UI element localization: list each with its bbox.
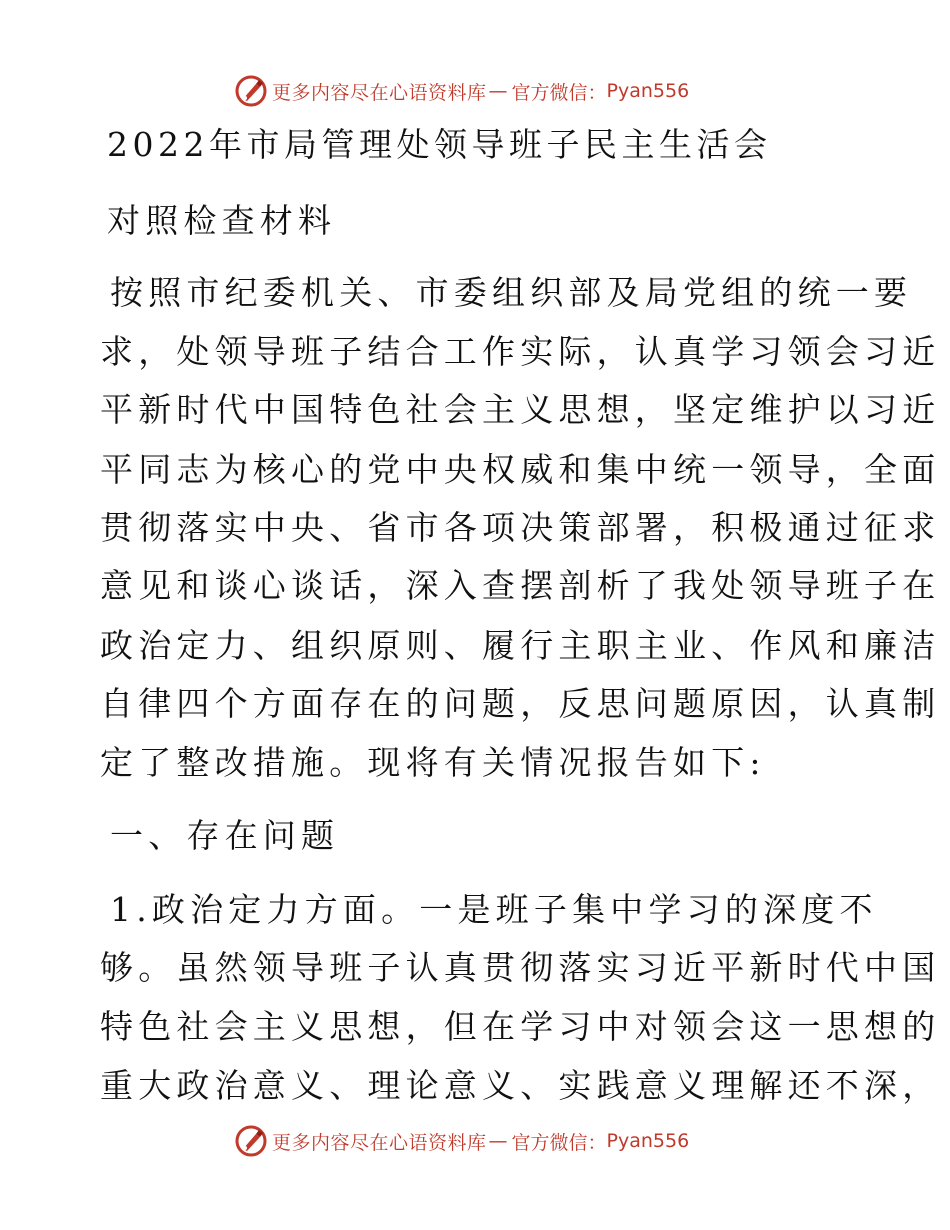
watermark-main-text: 更多内容尽在心语资料库: [272, 81, 487, 104]
section-heading: 一、存在问题: [110, 816, 340, 855]
watermark-label: 官方微信：: [511, 1131, 607, 1154]
paragraph2-line: 特色社会主义思想，但在学习中对领会这一思想的: [100, 1007, 941, 1046]
watermark-separator: —: [488, 80, 508, 102]
paragraph1-line: 平同志为核心的党中央权威和集中统一领导，全面: [100, 450, 941, 489]
paragraph1-line: 求，处领导班子结合工作实际，认真学习领会习近: [100, 332, 941, 371]
watermark-footer: [234, 1123, 689, 1159]
watermark-label: 官方微信：: [511, 81, 607, 104]
watermark-header: [234, 73, 689, 109]
document-title-line1: 2022年市局管理处领导班子民主生活会: [107, 125, 772, 164]
document-title-line2: 对照检查材料: [107, 201, 337, 240]
paragraph1-line: 按照市纪委机关、市委组织部及局党组的统一要: [110, 273, 913, 312]
paragraph1-line: 平新时代中国特色社会主义思想，坚定维护以习近: [100, 390, 941, 429]
paragraph1-line: 贯彻落实中央、省市各项决策部署，积极通过征求: [100, 508, 941, 547]
paragraph2-line: 够。虽然领导班子认真贯彻落实习近平新时代中国: [100, 948, 941, 987]
watermark-separator: —: [488, 1130, 508, 1152]
paragraph1-line: 自律四个方面存在的问题，反思问题原因，认真制: [100, 684, 941, 723]
paragraph2-line: 重大政治意义、理论意义、实践意义理解还不深，: [100, 1066, 941, 1105]
pen-seal-icon: [234, 74, 268, 108]
paragraph2-line: 1.政治定力方面。一是班子集中学习的深度不: [110, 890, 878, 929]
watermark-id: Pyan556: [606, 1130, 690, 1152]
paragraph1-line: 定了整改措施。现将有关情况报告如下:: [100, 743, 766, 782]
paragraph1-line: 意见和谈心谈话，深入查摆剖析了我处领导班子在: [100, 566, 941, 605]
watermark-id: Pyan556: [606, 80, 690, 102]
paragraph1-line: 政治定力、组织原则、履行主职主业、作风和廉洁: [100, 626, 941, 665]
watermark-main-text: 更多内容尽在心语资料库: [272, 1131, 487, 1154]
pen-seal-icon: [234, 1124, 268, 1158]
